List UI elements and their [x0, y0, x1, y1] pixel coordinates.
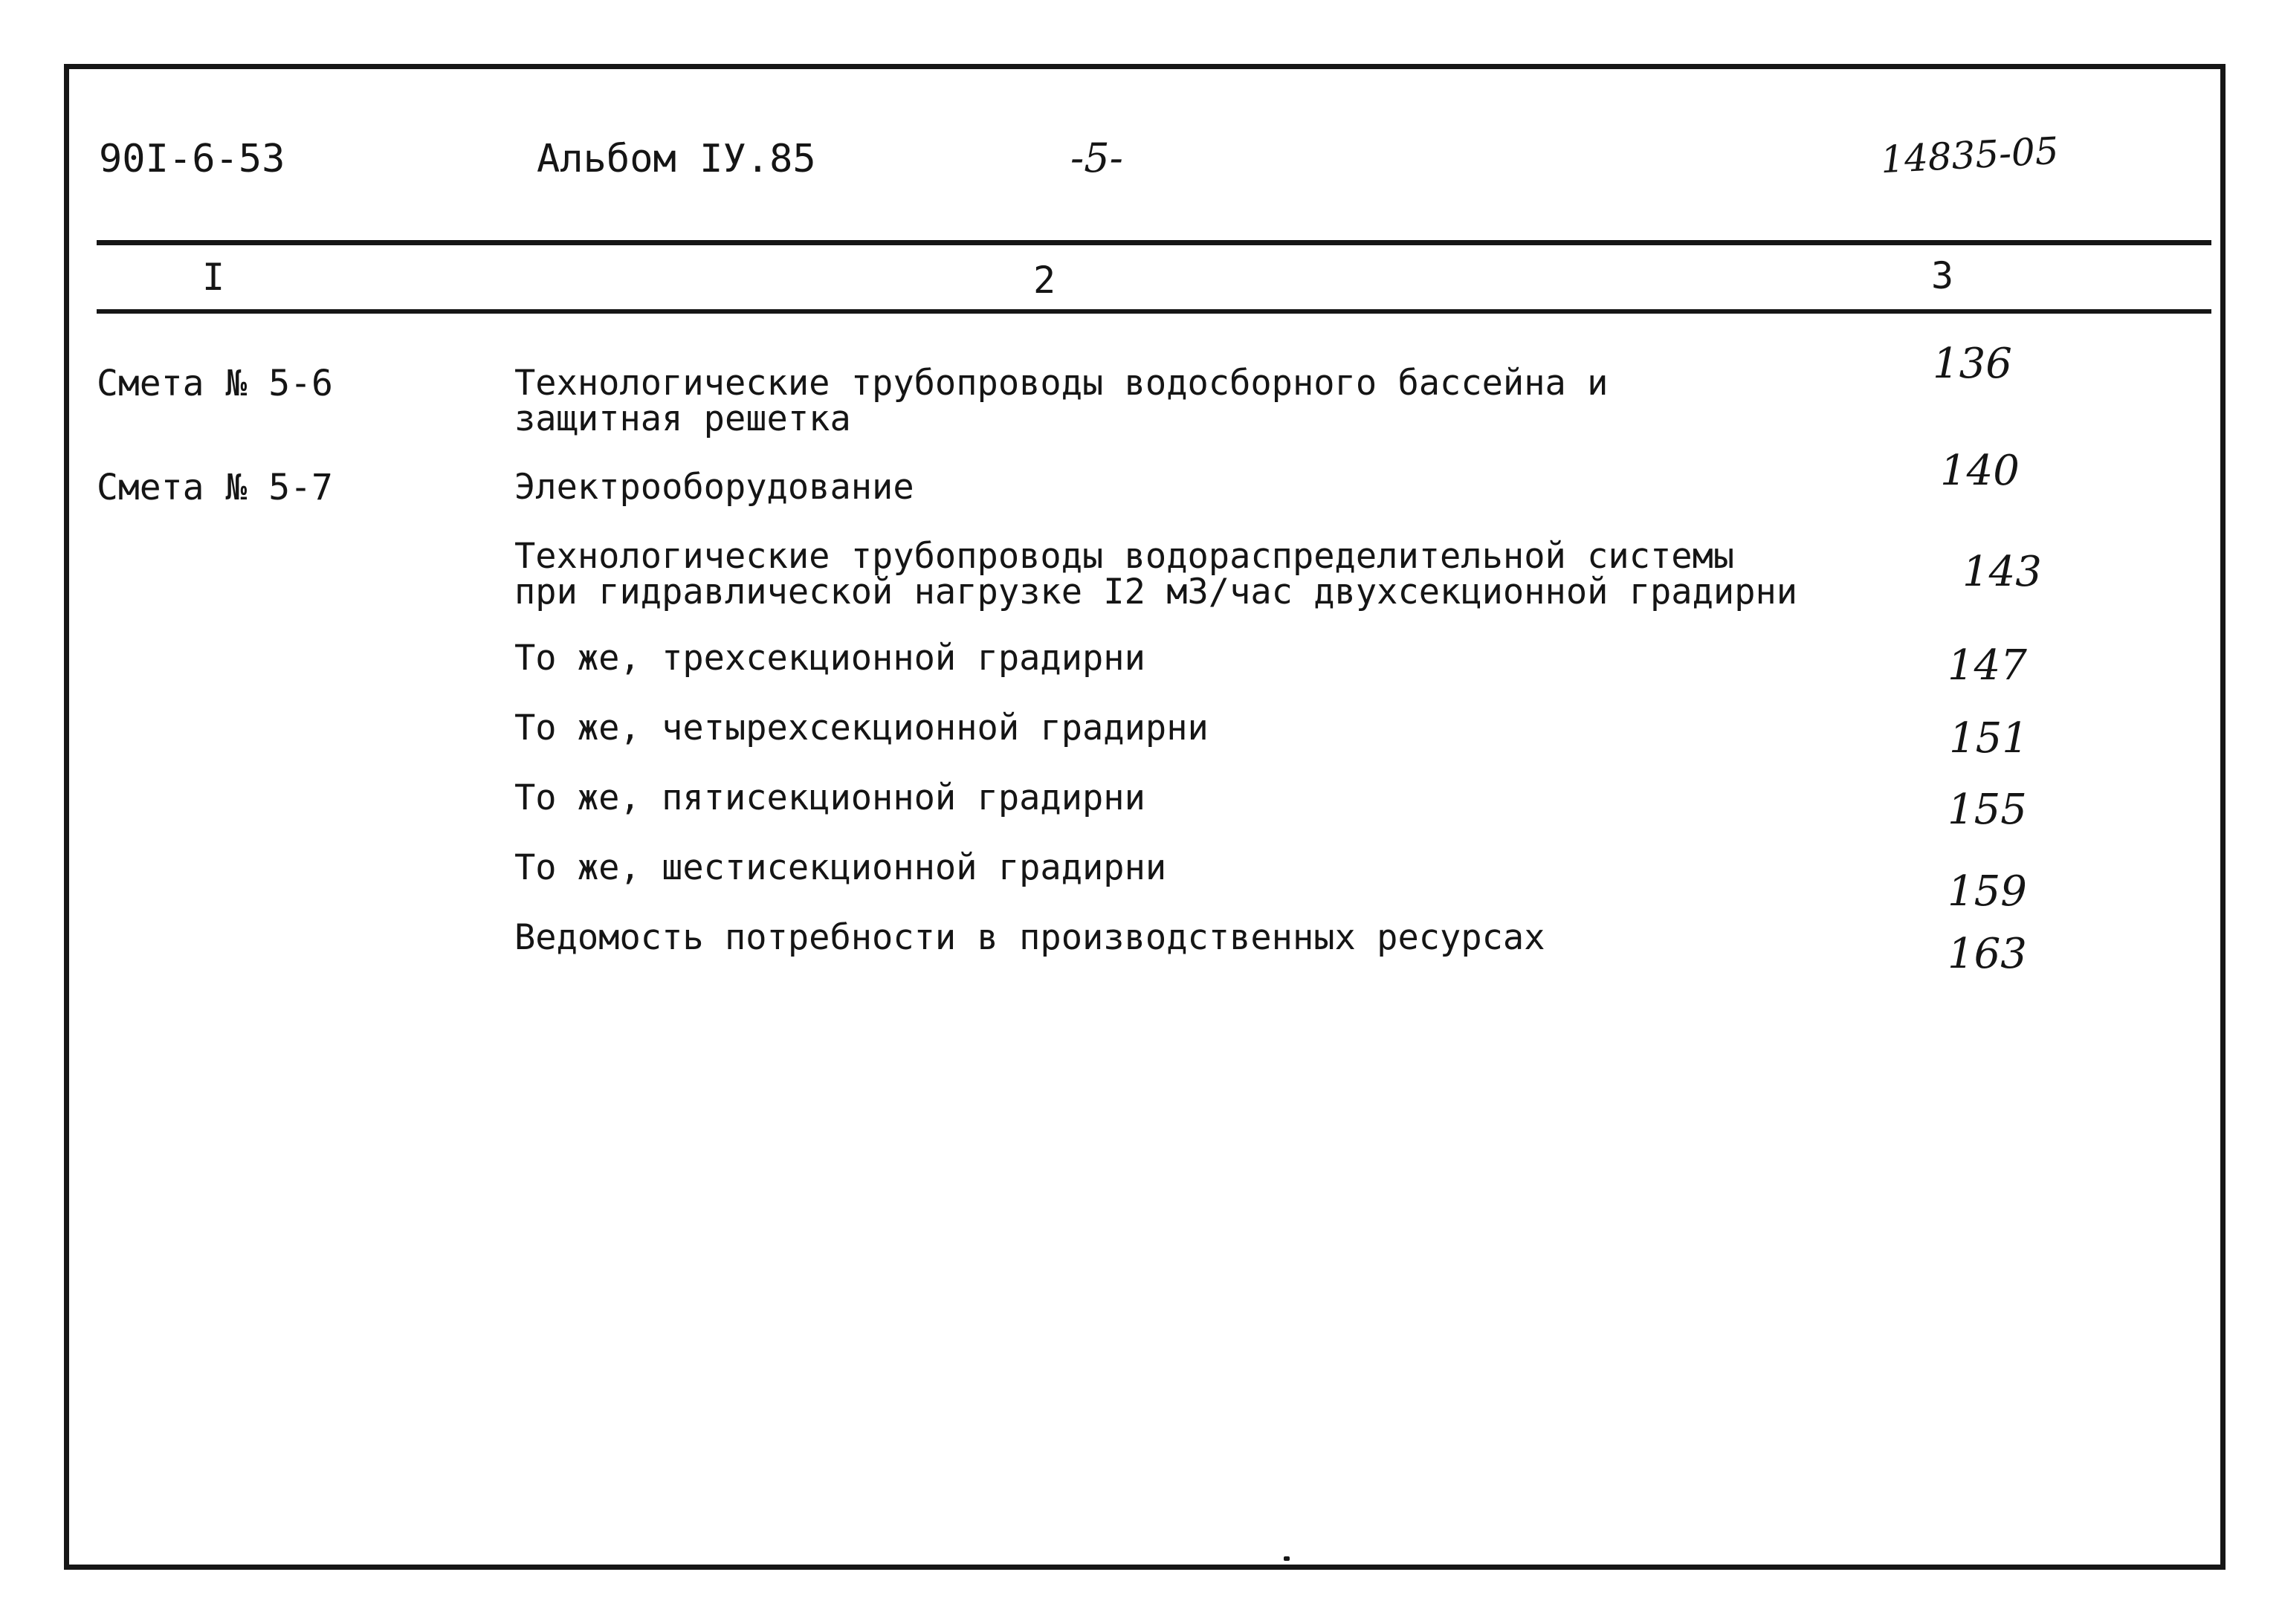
header-bottom-rule	[97, 309, 2211, 314]
item-description	[514, 638, 1145, 679]
header-top-rule	[97, 240, 2211, 245]
estimate-code: Смета № 5-6	[97, 363, 333, 404]
item-page: 159	[1948, 867, 2027, 916]
item-description	[514, 363, 1609, 439]
item-description-line: Ведомость потребности в производственных ресурсах	[514, 917, 1545, 958]
item-description-line: Технологические трубопроводы водораспределительной системы	[514, 536, 1735, 577]
item-description	[514, 777, 1145, 818]
column-header-1: I	[202, 256, 225, 299]
column-header-2: 2	[1033, 259, 1056, 302]
ink-speck	[1284, 1556, 1290, 1561]
item-description-line: То же, трехсекционной градирни	[514, 638, 1145, 679]
inventory-number: 14835-05	[1879, 129, 2060, 182]
item-description-line: при гидравлической нагрузке I2 м3/час двухсекционной градирни	[514, 572, 1798, 612]
item-page: 147	[1948, 641, 2027, 690]
item-description-line: защитная решетка	[514, 398, 851, 439]
item-description-line: То же, четырехсекционной градирни	[514, 708, 1209, 748]
item-description-line: То же, пятисекционной градирни	[514, 777, 1145, 818]
item-description-line: Технологические трубопроводы водосборного бассейна и	[514, 363, 1609, 404]
item-description-line: Электрооборудование	[514, 467, 914, 508]
item-page: 136	[1933, 340, 2012, 388]
series-code: 90I-6-53	[99, 137, 285, 181]
item-page: 155	[1948, 786, 2027, 834]
item-description	[514, 847, 1167, 888]
item-description-line: То же, шестисекционной градирни	[514, 847, 1167, 888]
item-page: 143	[1962, 548, 2042, 596]
column-header-3: 3	[1931, 254, 1954, 297]
estimate-code: Смета № 5-7	[97, 467, 333, 508]
item-description	[514, 917, 1545, 958]
item-description	[514, 708, 1209, 748]
item-description	[514, 536, 1798, 612]
item-description	[514, 467, 914, 508]
page-number: -5-	[1070, 135, 1123, 181]
album-title: Альбом IУ.85	[537, 137, 816, 181]
item-page: 151	[1949, 714, 2029, 763]
item-page: 163	[1948, 930, 2027, 978]
item-page: 140	[1940, 447, 2020, 495]
